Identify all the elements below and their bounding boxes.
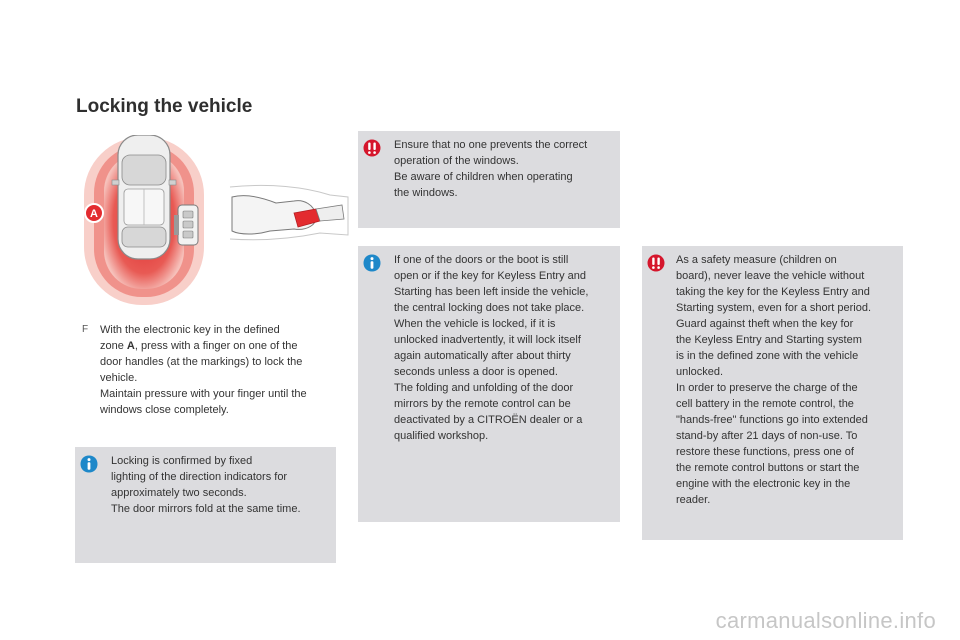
note-line: As a safety measure (children on — [676, 254, 837, 266]
windows-warning-note — [358, 131, 620, 228]
note-line: engine with the electronic key in the — [676, 478, 851, 490]
safety-warning-note — [642, 246, 903, 540]
note-line: The folding and unfolding of the door — [394, 382, 574, 394]
instruction-line: vehicle. — [100, 372, 138, 384]
instruction-line: Maintain pressure with your finger until the — [100, 388, 307, 400]
zone-reference: A — [126, 340, 135, 352]
info-icon — [80, 455, 98, 473]
info-icon — [363, 254, 381, 272]
note-line: If one of the doors or the boot is still — [394, 254, 569, 266]
note-line: the windows. — [394, 187, 458, 199]
note-line: restore these functions, press one of — [676, 446, 854, 458]
note-line: unlocked inadvertently, it will lock itself — [394, 334, 581, 346]
note-line: qualified workshop. — [394, 430, 489, 442]
note-line: "hands-free" functions go into extended — [676, 414, 868, 426]
instruction-line: zone A, press with a finger on one of the — [100, 340, 298, 352]
note-line: operation of the windows. — [394, 155, 519, 167]
note-line: deactivated by a CITROËN dealer or a — [394, 414, 583, 426]
note-line: cell battery in the remote control, the — [676, 398, 854, 410]
note-line: Locking is confirmed by fixed — [111, 455, 253, 467]
note-line: Guard against theft when the key for — [676, 318, 854, 330]
note-line: the remote control buttons or start the — [676, 462, 860, 474]
note-line: again automatically after about thirty — [394, 350, 571, 362]
warning-icon — [647, 254, 665, 272]
note-line: When the vehicle is locked, if it is — [394, 318, 556, 330]
note-line: The door mirrors fold at the same time. — [111, 503, 301, 515]
note-line: approximately two seconds. — [111, 487, 247, 499]
note-line: seconds unless a door is opened. — [394, 366, 558, 378]
lock-instruction — [82, 322, 337, 418]
note-line: Be aware of children when operating — [394, 171, 573, 183]
note-line: lighting of the direction indicators for — [111, 471, 288, 483]
zone-a-label: A — [90, 208, 98, 220]
note-line: Starting has been left inside the vehicle, — [394, 286, 589, 298]
locking-info-note — [75, 447, 336, 563]
watermark: carmanualsonline.info — [715, 608, 936, 633]
note-line: board), never leave the vehicle without — [676, 270, 865, 282]
note-line: is in the defined zone with the vehicle — [676, 350, 859, 362]
note-line: reader. — [676, 494, 711, 506]
note-line: the Keyless Entry and Starting system — [676, 334, 862, 346]
keyless-zone-illustration — [80, 135, 350, 310]
note-line: the central locking does not take place. — [394, 302, 585, 314]
bullet-marker: F — [82, 324, 89, 335]
instruction-line: With the electronic key in the defined — [100, 324, 280, 336]
instruction-line: door handles (at the markings) to lock the — [100, 356, 303, 368]
note-line: In order to preserve the charge of the — [676, 382, 858, 394]
zone-a-marker — [85, 204, 103, 222]
note-line: Ensure that no one prevents the correct — [394, 139, 588, 151]
hand-on-door-handle — [230, 185, 348, 239]
note-line: open or if the key for Keyless Entry and — [394, 270, 586, 282]
key-fob — [174, 205, 198, 245]
note-line: mirrors by the remote control can be — [394, 398, 571, 410]
note-line: stand-by after 21 days of non-use. To — [676, 430, 858, 442]
note-line: taking the key for the Keyless Entry and — [676, 286, 870, 298]
note-line: Starting system, even for a short period. — [676, 302, 872, 314]
note-line: unlocked. — [676, 366, 724, 378]
car-top-view — [112, 135, 176, 259]
instruction-line: windows close completely. — [100, 404, 229, 416]
page-title: Locking the vehicle — [76, 96, 253, 117]
doors-info-note — [358, 246, 620, 522]
warning-icon — [363, 139, 381, 157]
